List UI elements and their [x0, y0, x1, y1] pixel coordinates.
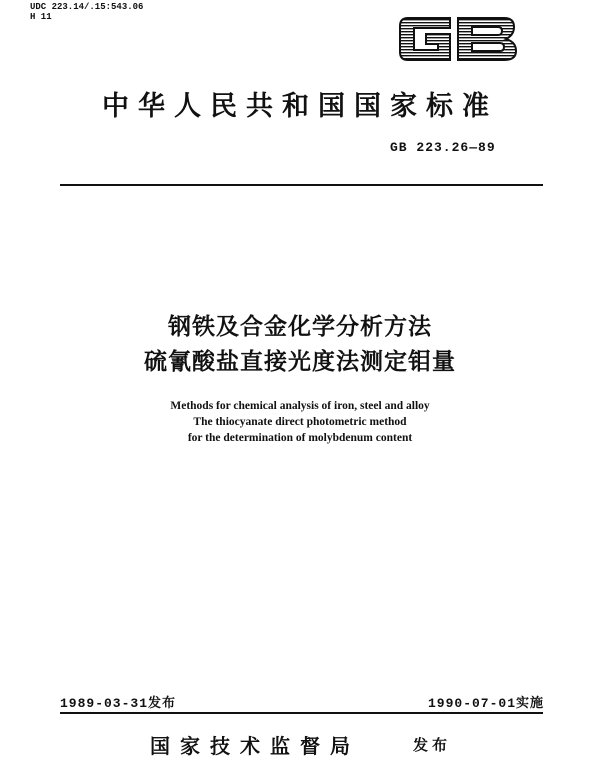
footer-divider [60, 712, 543, 714]
chinese-title-line1: 钢铁及合金化学分析方法 [168, 314, 432, 340]
classification-code: H 11 [30, 12, 52, 22]
english-title-line3: for the determination of molybdenum content [187, 432, 413, 444]
chinese-title-line2: 硫氰酸盐直接光度法测定钼量 [144, 349, 456, 375]
issuer-name: 国家技术监督局 [150, 734, 360, 758]
header-divider [60, 184, 543, 186]
issue-date: 1989-03-31发布 [60, 696, 177, 711]
udc-block [30, 2, 143, 22]
english-title-line2: The thiocyanate direct photometric method [193, 416, 407, 428]
organization-title: 中华人民共和国国家标准 [102, 91, 498, 122]
issue-word: 发布 [413, 736, 452, 754]
effective-date: 1990-07-01实施 [427, 696, 544, 711]
gb-logo-icon [396, 10, 520, 68]
english-title-line1: Methods for chemical analysis of iron, steel and alloy [170, 400, 430, 412]
udc-code: UDC 223.14/.15:543.06 [30, 2, 144, 12]
standard-number: GB 223.26—89 [390, 140, 496, 155]
